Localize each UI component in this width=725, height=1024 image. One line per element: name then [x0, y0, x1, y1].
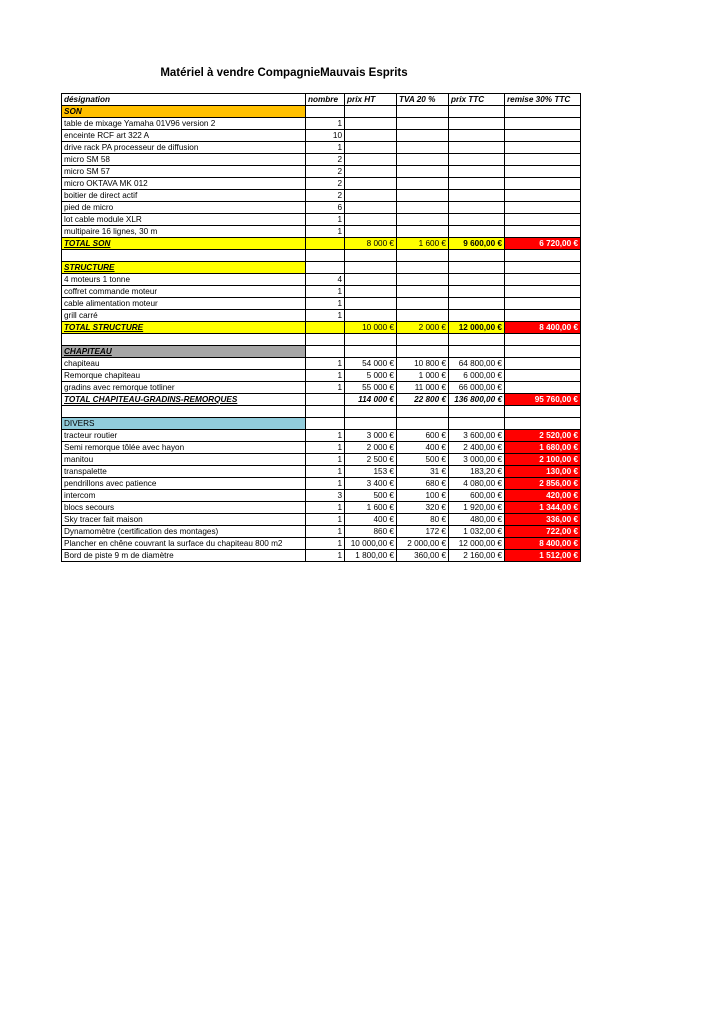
- item-remise: [505, 142, 581, 154]
- total-prix-ht: 8 000 €: [345, 238, 397, 250]
- item-prix-ht: 3 400 €: [345, 478, 397, 490]
- table-row: [62, 502, 581, 514]
- item-designation: table de mixage Yamaha 01V96 version 2: [62, 118, 306, 130]
- item-prix-ht: [345, 202, 397, 214]
- item-nombre: 1: [306, 454, 345, 466]
- item-remise: [505, 214, 581, 226]
- item-tva: 100 €: [397, 490, 449, 502]
- item-designation: chapiteau: [62, 358, 306, 370]
- empty-cell: [397, 346, 449, 358]
- empty-cell: [505, 346, 581, 358]
- empty-cell: [345, 406, 397, 418]
- item-prix-ht: [345, 142, 397, 154]
- item-tva: [397, 142, 449, 154]
- item-prix-ht: 500 €: [345, 490, 397, 502]
- item-prix-ttc: 3 000,00 €: [449, 454, 505, 466]
- item-nombre: 1: [306, 526, 345, 538]
- header-tva: TVA 20 %: [397, 94, 449, 106]
- item-designation: transpalette: [62, 466, 306, 478]
- item-nombre: 1: [306, 358, 345, 370]
- item-remise: [505, 130, 581, 142]
- item-designation: Semi remorque tôlée avec hayon: [62, 442, 306, 454]
- item-designation: Plancher en chêne couvrant la surface du chapiteau 800 m2: [62, 538, 306, 550]
- item-tva: [397, 202, 449, 214]
- table-row: [62, 190, 581, 202]
- section-title: STRUCTURE: [62, 262, 306, 274]
- item-designation: micro SM 58: [62, 154, 306, 166]
- item-nombre: 1: [306, 502, 345, 514]
- table-row: [62, 538, 581, 550]
- item-nombre: 10: [306, 130, 345, 142]
- item-prix-ttc: [449, 202, 505, 214]
- empty-cell: [505, 406, 581, 418]
- table-row: [62, 202, 581, 214]
- item-tva: 11 000 €: [397, 382, 449, 394]
- total-row: [62, 322, 581, 334]
- item-tva: [397, 274, 449, 286]
- item-remise: 1 344,00 €: [505, 502, 581, 514]
- item-remise: [505, 154, 581, 166]
- empty-cell: [505, 106, 581, 118]
- item-designation: boitier de direct actif: [62, 190, 306, 202]
- item-designation: Remorque chapiteau: [62, 370, 306, 382]
- item-remise: [505, 358, 581, 370]
- item-prix-ht: 5 000 €: [345, 370, 397, 382]
- item-designation: micro SM 57: [62, 166, 306, 178]
- item-prix-ht: [345, 310, 397, 322]
- item-prix-ttc: 2 400,00 €: [449, 442, 505, 454]
- item-nombre: 1: [306, 142, 345, 154]
- item-prix-ht: [345, 118, 397, 130]
- page-title: Matériel à vendre CompagnieMauvais Esprits: [160, 67, 408, 79]
- item-designation: pendrillons avec patience: [62, 478, 306, 490]
- item-prix-ht: [345, 178, 397, 190]
- total-tva: 1 600 €: [397, 238, 449, 250]
- item-remise: [505, 190, 581, 202]
- item-nombre: 4: [306, 274, 345, 286]
- item-tva: [397, 154, 449, 166]
- item-designation: enceinte RCF art 322 A: [62, 130, 306, 142]
- item-prix-ht: [345, 130, 397, 142]
- item-tva: [397, 118, 449, 130]
- total-prix-ttc: 9 600,00 €: [449, 238, 505, 250]
- item-remise: 1 680,00 €: [505, 442, 581, 454]
- item-prix-ttc: [449, 142, 505, 154]
- empty-cell: [397, 334, 449, 346]
- item-designation: Sky tracer fait maison: [62, 514, 306, 526]
- item-nombre: 1: [306, 466, 345, 478]
- item-prix-ttc: 183,20 €: [449, 466, 505, 478]
- header-prix-ttc: prix TTC: [449, 94, 505, 106]
- item-tva: 360,00 €: [397, 550, 449, 562]
- empty-cell: [505, 262, 581, 274]
- table-row: [62, 454, 581, 466]
- empty-cell: [306, 406, 345, 418]
- item-remise: [505, 166, 581, 178]
- item-prix-ttc: [449, 154, 505, 166]
- item-prix-ttc: [449, 190, 505, 202]
- item-nombre: 2: [306, 166, 345, 178]
- item-prix-ttc: [449, 214, 505, 226]
- empty-cell: [449, 418, 505, 430]
- item-remise: 336,00 €: [505, 514, 581, 526]
- item-remise: 2 520,00 €: [505, 430, 581, 442]
- total-row: [62, 394, 581, 406]
- table-row: [62, 310, 581, 322]
- header-remise: remise 30% TTC: [505, 94, 581, 106]
- item-prix-ttc: [449, 130, 505, 142]
- total-nombre: [306, 394, 345, 406]
- empty-cell: [62, 334, 306, 346]
- section-title: SON: [62, 106, 306, 118]
- total-nombre: [306, 238, 345, 250]
- item-designation: tracteur routier: [62, 430, 306, 442]
- item-prix-ttc: 1 920,00 €: [449, 502, 505, 514]
- item-nombre: 1: [306, 118, 345, 130]
- item-remise: [505, 370, 581, 382]
- table-row: [62, 478, 581, 490]
- item-remise: [505, 274, 581, 286]
- empty-cell: [449, 346, 505, 358]
- empty-cell: [505, 250, 581, 262]
- item-remise: [505, 382, 581, 394]
- table-row: [62, 118, 581, 130]
- empty-cell: [397, 106, 449, 118]
- item-prix-ttc: 64 800,00 €: [449, 358, 505, 370]
- total-prix-ht: 10 000 €: [345, 322, 397, 334]
- item-nombre: 1: [306, 370, 345, 382]
- item-tva: [397, 178, 449, 190]
- spacer-row: [62, 250, 581, 262]
- empty-cell: [345, 418, 397, 430]
- item-prix-ttc: [449, 178, 505, 190]
- item-prix-ht: [345, 274, 397, 286]
- empty-cell: [397, 262, 449, 274]
- table-row: [62, 286, 581, 298]
- item-prix-ttc: 480,00 €: [449, 514, 505, 526]
- empty-cell: [449, 406, 505, 418]
- item-prix-ht: [345, 190, 397, 202]
- item-remise: 8 400,00 €: [505, 538, 581, 550]
- total-prix-ht: 114 000 €: [345, 394, 397, 406]
- item-nombre: 1: [306, 214, 345, 226]
- header-row: [62, 94, 581, 106]
- item-designation: lot cable module XLR: [62, 214, 306, 226]
- table-row: [62, 466, 581, 478]
- empty-cell: [397, 418, 449, 430]
- empty-cell: [505, 418, 581, 430]
- item-prix-ttc: [449, 166, 505, 178]
- item-remise: 1 512,00 €: [505, 550, 581, 562]
- item-designation: cable alimentation moteur: [62, 298, 306, 310]
- item-remise: 130,00 €: [505, 466, 581, 478]
- table-row: [62, 514, 581, 526]
- item-prix-ttc: 3 600,00 €: [449, 430, 505, 442]
- table-row: [62, 442, 581, 454]
- item-designation: blocs secours: [62, 502, 306, 514]
- table-row: [62, 358, 581, 370]
- item-designation: 4 moteurs 1 tonne: [62, 274, 306, 286]
- total-row: [62, 238, 581, 250]
- empty-cell: [306, 418, 345, 430]
- empty-cell: [345, 346, 397, 358]
- empty-cell: [397, 406, 449, 418]
- empty-cell: [449, 334, 505, 346]
- header-nombre: nombre: [306, 94, 345, 106]
- item-remise: 722,00 €: [505, 526, 581, 538]
- empty-cell: [306, 334, 345, 346]
- empty-cell: [345, 262, 397, 274]
- table-row: [62, 154, 581, 166]
- item-tva: 320 €: [397, 502, 449, 514]
- item-nombre: 1: [306, 298, 345, 310]
- item-nombre: 1: [306, 442, 345, 454]
- total-remise: 6 720,00 €: [505, 238, 581, 250]
- empty-cell: [306, 346, 345, 358]
- section-title-row: [62, 106, 581, 118]
- item-remise: [505, 286, 581, 298]
- total-nombre: [306, 322, 345, 334]
- item-prix-ht: 1 600 €: [345, 502, 397, 514]
- item-prix-ttc: 2 160,00 €: [449, 550, 505, 562]
- empty-cell: [449, 250, 505, 262]
- item-prix-ht: 1 800,00 €: [345, 550, 397, 562]
- section-title-row: [62, 346, 581, 358]
- item-prix-ttc: 600,00 €: [449, 490, 505, 502]
- item-prix-ht: 54 000 €: [345, 358, 397, 370]
- item-designation: pied de micro: [62, 202, 306, 214]
- header-designation: désignation: [62, 94, 306, 106]
- table-row: [62, 298, 581, 310]
- item-tva: [397, 190, 449, 202]
- item-nombre: 1: [306, 382, 345, 394]
- item-remise: [505, 310, 581, 322]
- total-prix-ttc: 136 800,00 €: [449, 394, 505, 406]
- item-designation: grill carré: [62, 310, 306, 322]
- table-row: [62, 178, 581, 190]
- table-row: [62, 382, 581, 394]
- item-remise: 420,00 €: [505, 490, 581, 502]
- item-prix-ttc: [449, 286, 505, 298]
- item-tva: 80 €: [397, 514, 449, 526]
- item-nombre: 1: [306, 286, 345, 298]
- item-tva: 680 €: [397, 478, 449, 490]
- section-title-row: [62, 262, 581, 274]
- item-prix-ttc: [449, 226, 505, 238]
- empty-cell: [397, 250, 449, 262]
- item-prix-ht: [345, 154, 397, 166]
- item-designation: coffret commande moteur: [62, 286, 306, 298]
- item-prix-ttc: 4 080,00 €: [449, 478, 505, 490]
- empty-cell: [345, 334, 397, 346]
- item-prix-ttc: 1 032,00 €: [449, 526, 505, 538]
- item-prix-ht: 860 €: [345, 526, 397, 538]
- section-title: CHAPITEAU: [62, 346, 306, 358]
- item-tva: [397, 310, 449, 322]
- item-prix-ht: 2 500 €: [345, 454, 397, 466]
- item-tva: 400 €: [397, 442, 449, 454]
- total-tva: 22 800 €: [397, 394, 449, 406]
- spacer-row: [62, 406, 581, 418]
- table-row: [62, 490, 581, 502]
- empty-cell: [306, 106, 345, 118]
- item-nombre: 1: [306, 514, 345, 526]
- item-prix-ht: 55 000 €: [345, 382, 397, 394]
- item-prix-ht: 400 €: [345, 514, 397, 526]
- header-prix-ht: prix HT: [345, 94, 397, 106]
- item-tva: [397, 286, 449, 298]
- empty-cell: [306, 250, 345, 262]
- table-row: [62, 214, 581, 226]
- section-title: DIVERS: [62, 418, 306, 430]
- item-tva: 10 800 €: [397, 358, 449, 370]
- item-prix-ttc: 66 000,00 €: [449, 382, 505, 394]
- item-tva: [397, 130, 449, 142]
- equipment-table: [61, 93, 581, 562]
- item-prix-ht: [345, 286, 397, 298]
- item-prix-ttc: [449, 310, 505, 322]
- total-remise: 95 760,00 €: [505, 394, 581, 406]
- item-designation: intercom: [62, 490, 306, 502]
- item-designation: gradins avec remorque totliner: [62, 382, 306, 394]
- item-tva: 2 000,00 €: [397, 538, 449, 550]
- table-row: [62, 430, 581, 442]
- table-row: [62, 550, 581, 562]
- item-tva: [397, 298, 449, 310]
- table-row: [62, 526, 581, 538]
- item-prix-ht: [345, 226, 397, 238]
- item-tva: 500 €: [397, 454, 449, 466]
- empty-cell: [449, 262, 505, 274]
- empty-cell: [62, 406, 306, 418]
- item-designation: drive rack PA processeur de diffusion: [62, 142, 306, 154]
- empty-cell: [306, 262, 345, 274]
- item-prix-ht: [345, 166, 397, 178]
- item-designation: Dynamomètre (certification des montages): [62, 526, 306, 538]
- total-tva: 2 000 €: [397, 322, 449, 334]
- item-nombre: 1: [306, 538, 345, 550]
- empty-cell: [505, 334, 581, 346]
- table-row: [62, 142, 581, 154]
- section-title-row: [62, 418, 581, 430]
- empty-cell: [449, 106, 505, 118]
- empty-cell: [345, 106, 397, 118]
- item-tva: [397, 226, 449, 238]
- item-tva: 172 €: [397, 526, 449, 538]
- item-designation: manitou: [62, 454, 306, 466]
- item-prix-ht: 153 €: [345, 466, 397, 478]
- table-row: [62, 166, 581, 178]
- item-remise: [505, 226, 581, 238]
- table-row: [62, 274, 581, 286]
- item-remise: [505, 178, 581, 190]
- item-nombre: 1: [306, 310, 345, 322]
- item-remise: [505, 202, 581, 214]
- item-remise: 2 100,00 €: [505, 454, 581, 466]
- item-tva: [397, 166, 449, 178]
- item-designation: micro OKTAVA MK 012: [62, 178, 306, 190]
- item-tva: [397, 214, 449, 226]
- item-prix-ttc: [449, 298, 505, 310]
- item-nombre: 2: [306, 190, 345, 202]
- item-prix-ht: 10 000,00 €: [345, 538, 397, 550]
- item-prix-ht: [345, 298, 397, 310]
- item-nombre: 1: [306, 430, 345, 442]
- empty-cell: [62, 250, 306, 262]
- item-nombre: 1: [306, 478, 345, 490]
- item-prix-ht: 3 000 €: [345, 430, 397, 442]
- total-remise: 8 400,00 €: [505, 322, 581, 334]
- item-nombre: 6: [306, 202, 345, 214]
- item-nombre: 1: [306, 226, 345, 238]
- total-label: TOTAL STRUCTURE: [62, 322, 306, 334]
- item-tva: 600 €: [397, 430, 449, 442]
- item-prix-ht: [345, 214, 397, 226]
- total-label: TOTAL CHAPITEAU-GRADINS-REMORQUES: [62, 394, 306, 406]
- total-prix-ttc: 12 000,00 €: [449, 322, 505, 334]
- item-prix-ttc: [449, 274, 505, 286]
- item-tva: 1 000 €: [397, 370, 449, 382]
- item-nombre: 2: [306, 178, 345, 190]
- item-prix-ttc: [449, 118, 505, 130]
- table-row: [62, 226, 581, 238]
- item-designation: multipaire 16 lignes, 30 m: [62, 226, 306, 238]
- item-prix-ttc: 6 000,00 €: [449, 370, 505, 382]
- spacer-row: [62, 334, 581, 346]
- item-designation: Bord de piste 9 m de diamètre: [62, 550, 306, 562]
- item-remise: [505, 298, 581, 310]
- item-tva: 31 €: [397, 466, 449, 478]
- item-remise: [505, 118, 581, 130]
- total-label: TOTAL SON: [62, 238, 306, 250]
- item-prix-ttc: 12 000,00 €: [449, 538, 505, 550]
- item-remise: 2 856,00 €: [505, 478, 581, 490]
- table-row: [62, 130, 581, 142]
- table-row: [62, 370, 581, 382]
- item-nombre: 3: [306, 490, 345, 502]
- item-nombre: 2: [306, 154, 345, 166]
- item-nombre: 1: [306, 550, 345, 562]
- empty-cell: [345, 250, 397, 262]
- item-prix-ht: 2 000 €: [345, 442, 397, 454]
